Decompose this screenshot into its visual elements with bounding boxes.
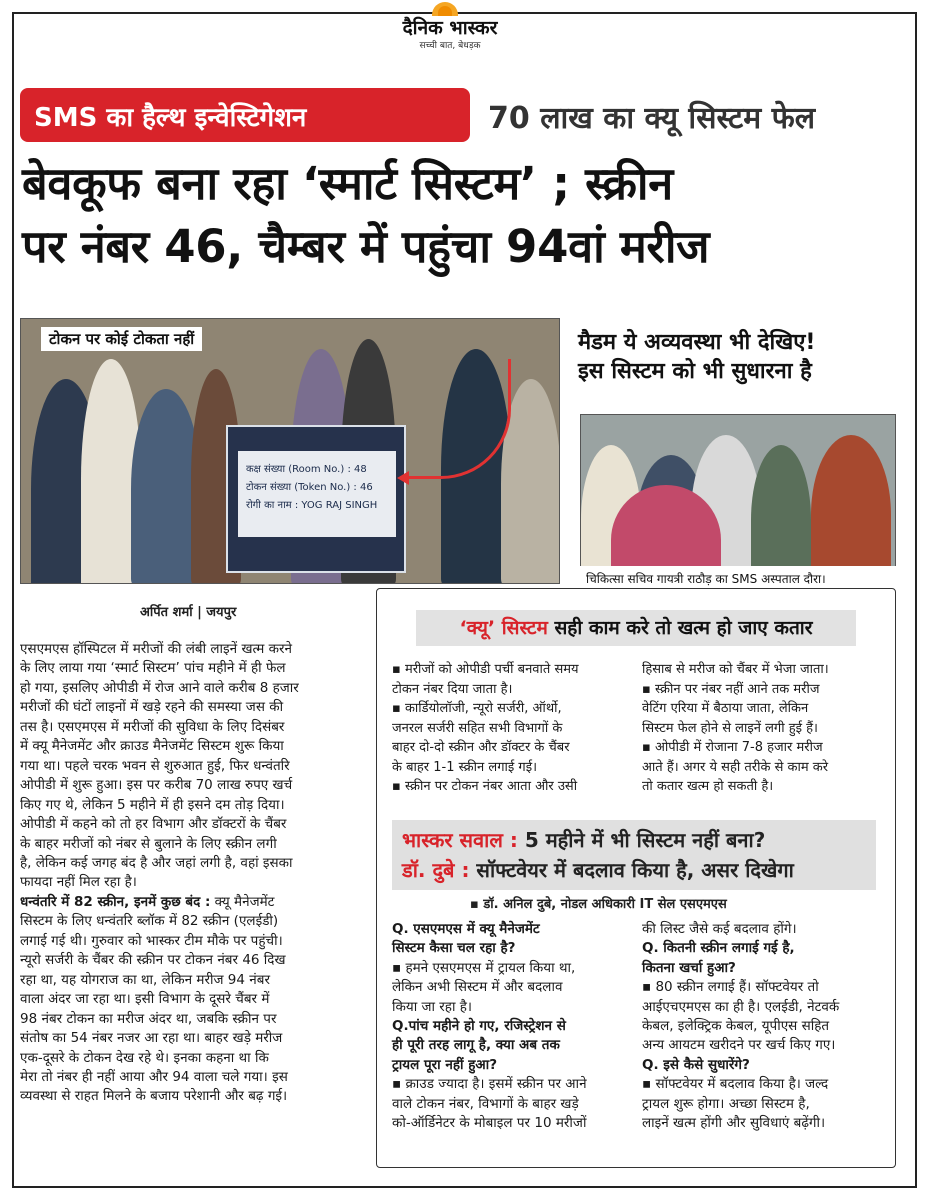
info-line: तो कतार खत्म हो सकती है। (642, 779, 774, 794)
qa-question-line: कितना खर्चा हुआ? (642, 959, 736, 976)
bhaskar-question (402, 826, 765, 853)
masthead (350, 0, 550, 52)
story-subhead-line (20, 893, 372, 912)
qa-answer-line: आईएचएमएस का ही है। एलईडी, नेटवर्क (642, 998, 840, 1015)
official-credit: ▪ डॉ. अनिल दुबे, नोडल अधिकारी IT सेल एसएमएस (470, 897, 727, 912)
story-subhead: धन्वंतरि में 82 स्क्रीन, इनमें कुछ बंद : (20, 893, 211, 910)
headline (22, 152, 892, 278)
headline-line-1: बेवकूफ बना रहा ‘स्मार्ट सिस्टम’ ; स्क्रीन (22, 157, 673, 210)
info-line: ▪ ओपीडी में रोजाना 7-8 हजार मरीज (642, 740, 823, 755)
qa-question-line: Q. कितनी स्क्रीन लगाई गई है, (642, 940, 795, 957)
story-column (20, 640, 372, 1107)
screen-row-room: कक्ष संख्या (Room No.) : 48 (246, 464, 367, 475)
story-line: लगाई गई थी। गुरुवार को भास्कर टीम मौके पर पहुंची। (20, 932, 283, 949)
screen-row-token: टोकन संख्या (Token No.) : 46 (246, 482, 373, 493)
answer-text: सॉफ्टवेयर में बदलाव किया है, असर दिखेगा (476, 858, 794, 882)
story-line: सिस्टम के लिए धन्वंतरि ब्लॉक में 82 स्क्रीन (एलईडी) (20, 913, 279, 930)
story-line: गया था। पहले चरक भवन से शुरुआत हुई, फिर धन्वंतरि (20, 757, 290, 774)
info-line: हिसाब से मरीज को चैंबर में भेजा जाता। (642, 662, 829, 677)
brand-name: दैनिक भास्कर (402, 17, 498, 39)
box-title (416, 610, 856, 646)
story-line: न्यूरो सर्जरी के चैंबर की स्क्रीन पर टोकन नंबर 46 दिख (20, 952, 286, 969)
story-line: हो गया, इसलिए ओपीडी में रोज आने वाले करीब 8 हजार (20, 679, 299, 696)
qa-column-left (392, 920, 632, 1133)
info-line: ▪ मरीजों को ओपीडी पर्ची बनवाते समय (392, 662, 579, 677)
info-line: ▪ स्क्रीन पर टोकन नंबर आता और उसी (392, 779, 578, 794)
qa-question-line: सिस्टम कैसा चल रहा है? (392, 940, 516, 957)
info-line: सिस्टम फेल होने से लाइनें लगी हुई हैं। (642, 720, 818, 736)
story-line: तस है। एसएमएस में मरीजों की सुविधा के लिए दिसंबर (20, 718, 285, 735)
side-heading-line-2: इस सिस्टम को भी सुधारना है (578, 359, 812, 384)
qa-answer-line: ट्रायल शुरू होगा। अच्छा सिस्टम है, (642, 1095, 810, 1112)
token-screen-display (238, 451, 396, 537)
story-line: किए गए थे, लेकिन 5 महीने में ही इसने दम तोड़ दिया। (20, 796, 285, 813)
info-line: टोकन नंबर दिया जाता है। (392, 681, 513, 697)
crowd-photo (20, 318, 560, 584)
story-line: वाला अंदर जा रहा था। इसी विभाग के दूसरे चैंबर में (20, 991, 270, 1008)
story-line: एसएमएस हॉस्पिटल में मरीजों की लंबी लाइनें खत्म करने (20, 641, 293, 657)
info-line: जनरल सर्जरी सहित सभी विभागों के (392, 720, 563, 736)
qa-question-line: ट्रायल पूरा नहीं हुआ? (392, 1056, 498, 1073)
qa-question-line: Q. इसे कैसे सुधारेंगे? (642, 1056, 750, 1073)
story-line: ओपीडी में कहने को तो हर विभाग और डॉक्टरों के चैंबर (20, 816, 287, 833)
qa-answer-line: लेकिन अभी सिस्टम में और बदलाव (392, 979, 563, 996)
story-line: एक-दूसरे के टोकन देख रहे थे। इनका कहना था कि (20, 1049, 269, 1066)
story-line: मेरा तो नंबर ही नहीं आया और 94 वाला चले गया। इस (20, 1068, 288, 1085)
info-column-right (642, 660, 892, 797)
screen-row-name: रोगी का नाम : YOG RAJ SINGH (246, 500, 378, 511)
story-line: संतोष का 54 नंबर नजर आ रहा था। बाहर खड़े मरीज (20, 1030, 283, 1047)
question-text: 5 महीने में भी सिस्टम नहीं बना? (524, 828, 766, 852)
story-line: क्यू मैनेजमेंट (214, 893, 275, 910)
story-line: है, लेकिन कई जगह बंद है और जहां लगी है, वहां इसका (20, 854, 293, 871)
story-line: के बाहर मरीजों को नंबर से बुलाने के लिए स्क्रीन लगी (20, 835, 277, 852)
qa-answer-line: वाले टोकन नंबर, विभागों के बाहर खड़े (392, 1095, 579, 1112)
qa-answer-line: ▪ क्राउड ज्यादा है। इसमें स्क्रीन पर आने (392, 1076, 587, 1093)
brand-tagline: सच्ची बात, बेधड़क (419, 41, 481, 51)
story-line: मरीजों की घंटों लाइनों में खड़े रहने की समस्या जस की (20, 699, 284, 716)
info-line: ▪ कार्डियोलॉजी, न्यूरो सर्जरी, ऑर्थो, (392, 701, 562, 716)
qa-answer-line: को-ऑर्डिनेटर के मोबाइल पर 10 मरीजों (392, 1115, 587, 1132)
story-line: ओपीडी में शुरू हुआ। इस पर करीब 70 लाख रुपए खर्च (20, 777, 293, 794)
photo-caption: चिकित्सा सचिव गायत्री राठौड़ का SMS अस्पताल दौरा। (580, 566, 896, 590)
headline-line-2: पर नंबर 46, चैम्बर में पहुंचा 94वां मरीज (22, 220, 710, 273)
info-column-left (392, 660, 642, 797)
photo-label: टोकन पर कोई टोकता नहीं (41, 327, 202, 351)
qa-column-right (642, 920, 882, 1133)
doctor-answer (402, 856, 794, 883)
qa-answer-line: ▪ 80 स्क्रीन लगाई हैं। सॉफ्टवेयर तो (642, 979, 819, 996)
arrow-head-icon (397, 471, 409, 485)
investigation-kicker (20, 88, 470, 142)
story-line: फायदा नहीं मिल रहा है। (20, 874, 137, 891)
qa-question-line: ही पूरी तरह लागू है, क्या अब तक (392, 1037, 560, 1054)
kicker-label: SMS का हैल्थ इन्वेस्टिगेशन (34, 103, 307, 133)
qa-answer-line: की लिस्ट जैसे कई बदलाव होंगे। (642, 921, 797, 937)
qa-answer-line: ▪ सॉफ्टवेयर में बदलाव किया है। जल्द (642, 1076, 829, 1093)
story-line: रहा था, यह योगराज का था, लेकिन मरीज 94 नंबर (20, 971, 270, 988)
info-line: वेटिंग एरिया में बैठाया जाता, लेकिन (642, 701, 809, 716)
qa-answer-line: अन्य आयटम खरीदने पर खर्च किए गए। (642, 1037, 836, 1054)
info-line: ▪ स्क्रीन पर नंबर नहीं आने तक मरीज (642, 681, 820, 697)
qa-question-line: Q. एसएमएस में क्यू मैनेजमेंट (392, 921, 540, 937)
info-line: बाहर दो-दो स्क्रीन और डॉक्टर के चैंबर (392, 740, 570, 755)
question-label: भास्कर सवाल : (402, 828, 518, 852)
answer-label: डॉ. दुबे : (402, 858, 470, 882)
qa-answer-line: ▪ हमने एसएमएस में ट्रायल किया था, (392, 959, 576, 976)
byline: अर्पित शर्मा | जयपुर (140, 605, 237, 620)
info-line: के बाहर 1-1 स्क्रीन लगाई गई। (392, 759, 538, 775)
qa-answer-line: किया जा रहा है। (392, 998, 473, 1015)
kicker-subhead: 70 लाख का क्यू सिस्टम फेल (488, 101, 816, 136)
qa-answer-line: लाइनें खत्म होंगी और सुविधाएं बढ़ेंगी। (642, 1115, 826, 1132)
story-line: के लिए लाया गया ‘स्मार्ट सिस्टम’ पांच महीने में ही फेल (20, 660, 286, 677)
story-line: में क्यू मैनेजमेंट और क्राउड मैनेजमेंट सिस्टम शुरू किया (20, 738, 284, 755)
story-line: व्यवस्था से राहत मिलने के बजाय परेशानी और बढ़ गई। (20, 1088, 288, 1105)
box-title-text: सही काम करे तो खत्म हो जाए कतार (554, 617, 813, 639)
side-heading (578, 328, 898, 386)
box-title-highlight: ‘क्यू’ सिस्टम (459, 617, 548, 639)
side-heading-line-1: मैडम ये अव्यवस्था भी देखिए! (578, 330, 816, 355)
token-screen (226, 425, 406, 573)
secretary-visit-photo (580, 414, 896, 590)
qa-question-line: Q.पांच महीने हो गए, रजिस्ट्रेशन से (392, 1018, 566, 1035)
qa-answer-line: केबल, इलेक्ट्रिक केबल, यूपीएस सहित (642, 1018, 830, 1035)
qa-highlight-band (392, 820, 876, 890)
story-line: 98 नंबर टोकन का मरीज अंदर था, जबकि स्क्रीन पर (20, 1010, 277, 1027)
info-line: आते हैं। अगर ये सही तरीके से काम करे (642, 759, 829, 775)
